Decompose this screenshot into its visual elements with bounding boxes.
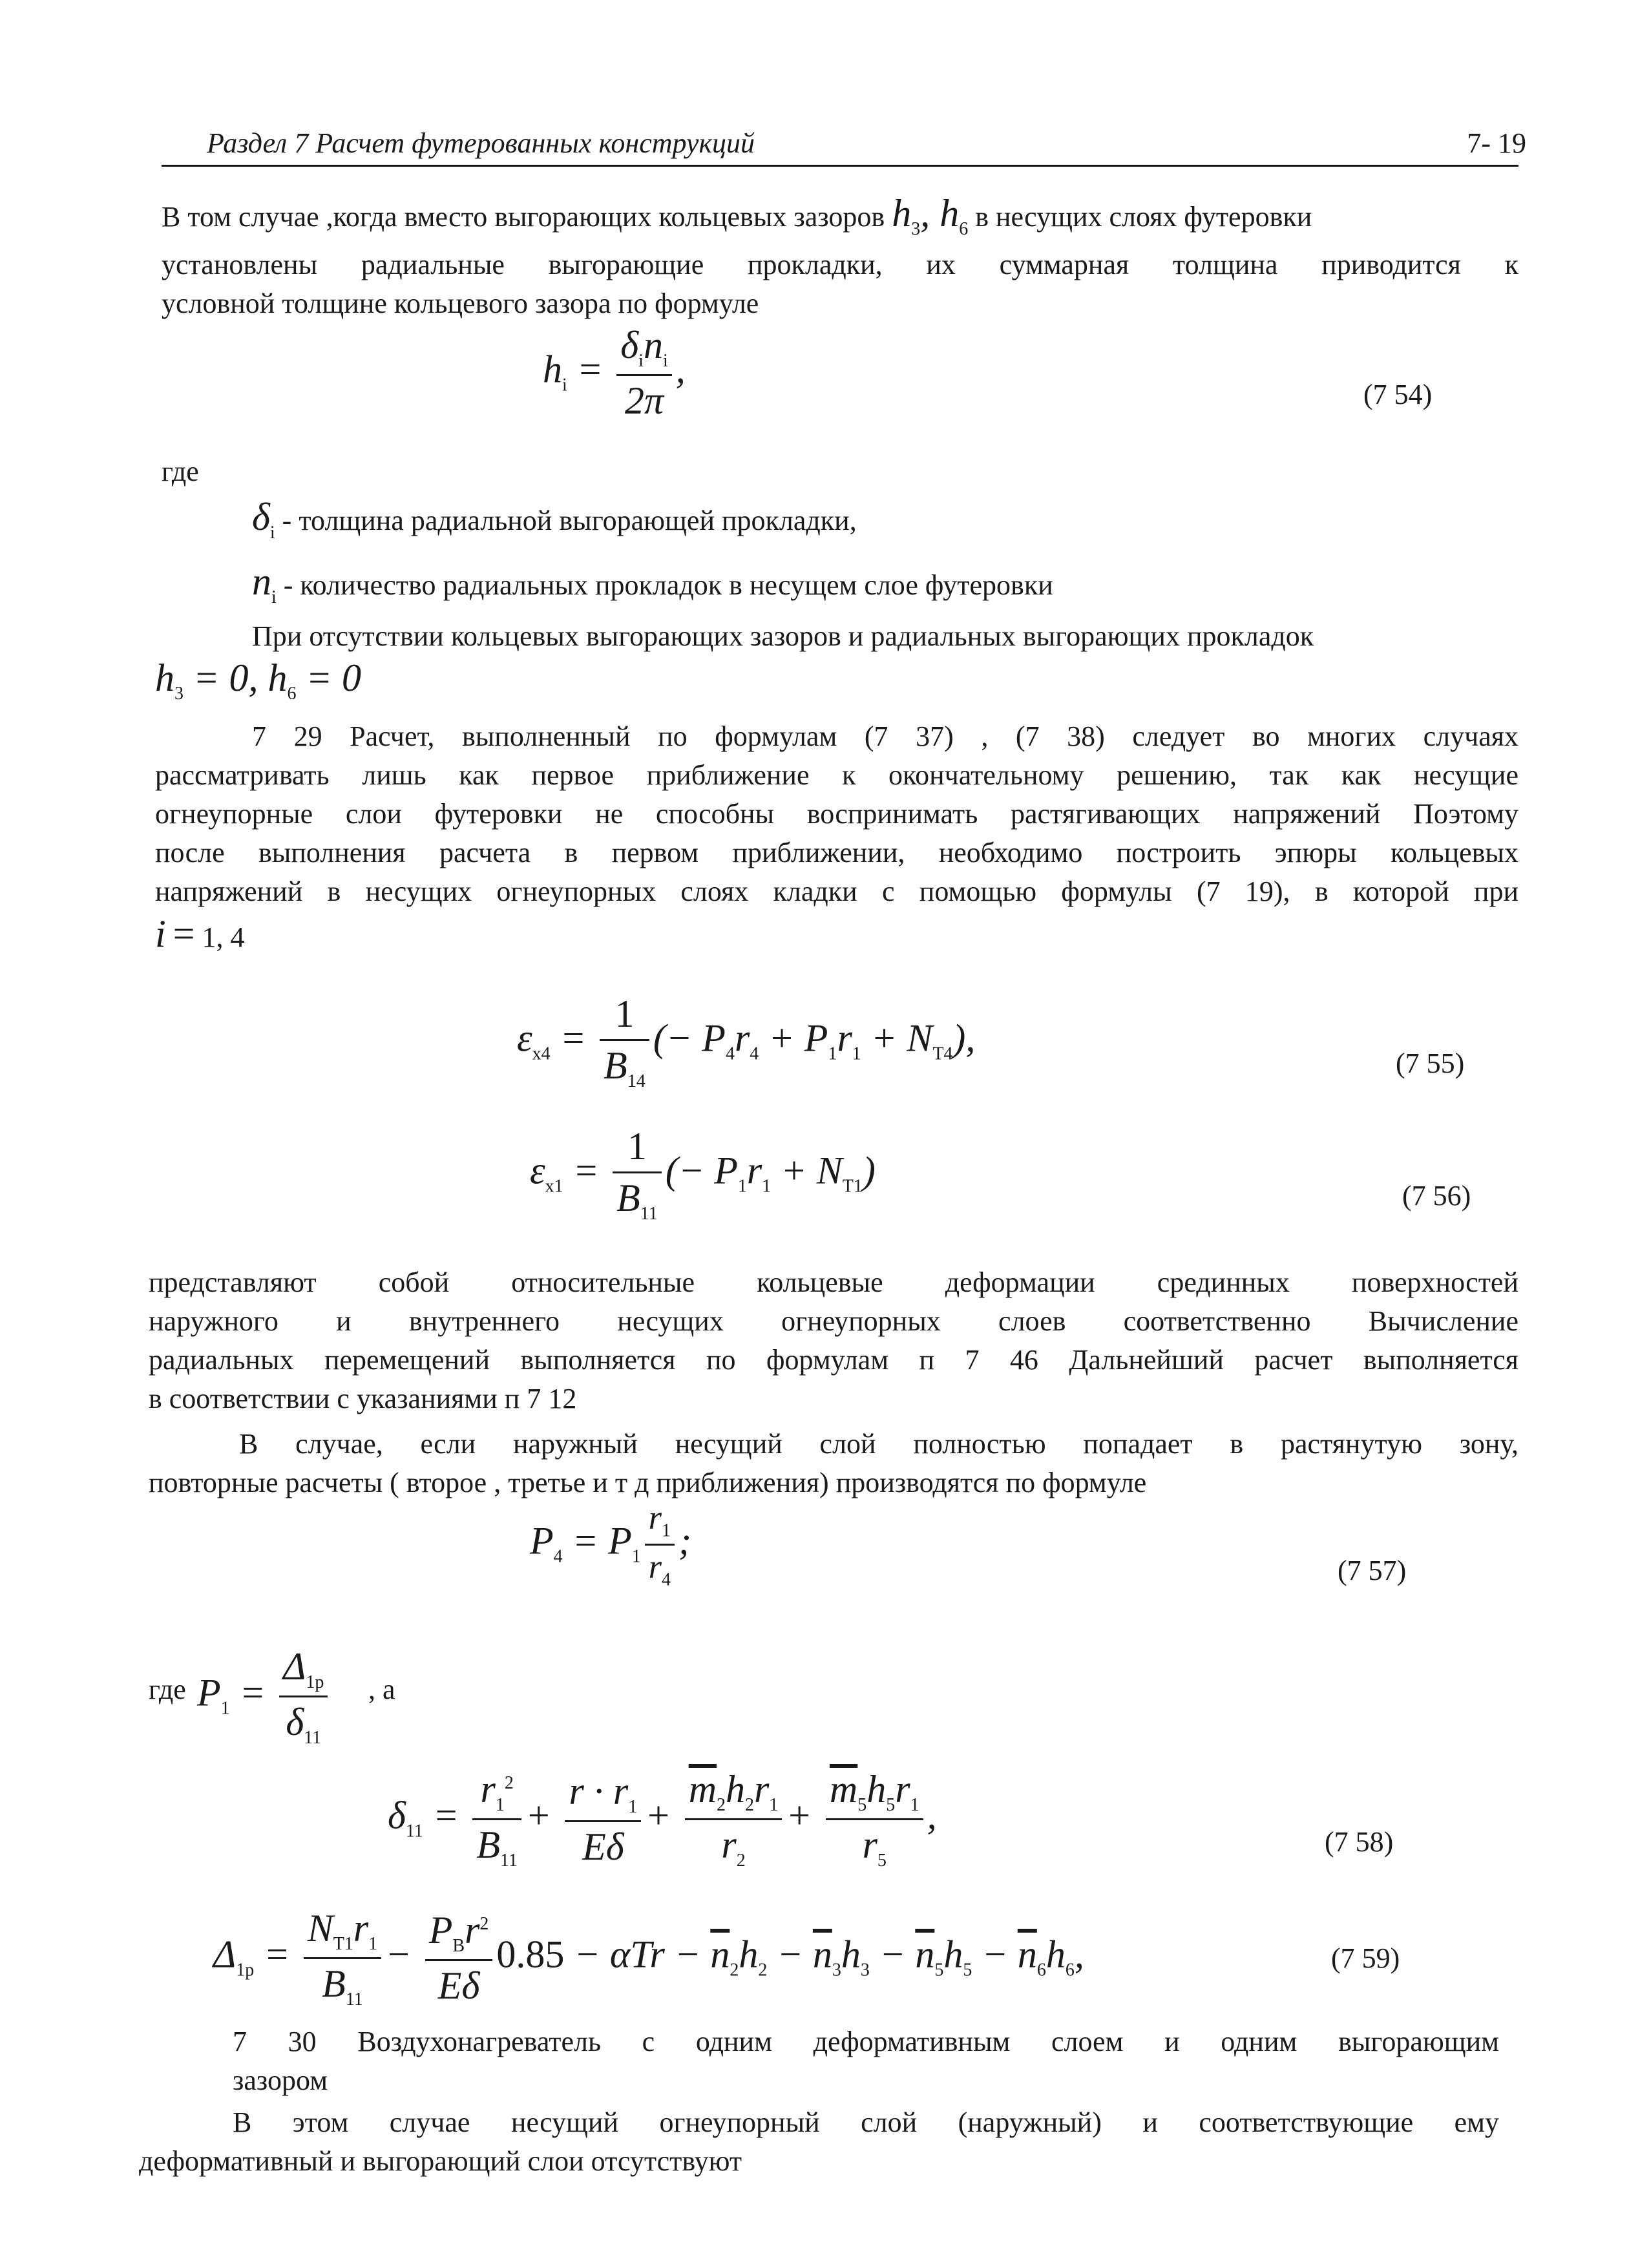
n-definition: $n_i$ - количество радиальных прокладок в несущем слое футеровки [252,560,1053,607]
where-label: где [162,456,199,487]
para1-line2: установлены радиальные выгорающие прокладки, их суммарная толщина приводится к [162,249,1518,280]
para1-line1: В том случае ,когда вместо выгорающих кольцевых зазоров $h_3$, $h_6$ в несущих слоях футеровки [162,192,1312,239]
para-case-line1: В случае, если наружный несущий слой полностью попадает в растянутую зону, [239,1428,1518,1460]
h3-h6-symbols: $h_3$, $h_6$ [892,192,969,239]
absence-text: При отсутствии кольцевых выгорающих зазоров и радиальных выгорающих прокладок [252,620,1314,652]
para-729-line1: 7 29 Расчет, выполненный по формулам (7 37) , (7 38) следует во многих случаях [252,720,1518,752]
equation-7-54: $h_i$ = $\frac{\delta_in_i}{2\pi}$ , [543,324,686,422]
equation-number-7-56: (7 56) [1402,1180,1471,1212]
delta-definition: $\delta_i$ - толщина радиальной выгорающей прокладки, [252,496,857,543]
equation-7-56: $\varepsilon_{x1}$ = $\frac{1}{B_{11}}$ (− $P_1r_1 + N_{T1}$) [530,1125,876,1224]
final-line1: В этом случае несущий огнеупорный слой (наружный) и соответствующие ему [233,2106,1499,2138]
where2-label: где [149,1674,186,1705]
final-line2: деформативный и выгорающий слои отсутствуют [139,2145,742,2177]
header-rule [162,165,1518,167]
equation-7-57: $P_4 = P_1$ $\frac{r_1}{r_4}$ ; [530,1500,692,1590]
para-729-line2: рассматривать лишь как первое приближение к окончательному решению, так как несущие [155,759,1518,791]
para-represent-line4: в соответствии с указаниями п 7 12 [149,1383,577,1414]
i-values: i = 1, 4 [155,912,245,955]
para-729-line4: после выполнения расчета в первом приближении, необходимо построить эпюры кольцевых [155,837,1518,868]
equation-7-59: $\Delta_{1p}$ = $\frac{N_{T1}r_1}{B_{11}}$ − $\frac{P_Br^2}{E\delta}$ $0.85 - \alpha Tr - \overline{n}_2h_2 - \overline{n}_3h_3 - \overline{n}_5h_5 - \overline{n}_6h_6$, [213,1907,1084,2010]
equation-7-58: $\delta_{11}$ = $\frac{r_1^2}{B_{11}}$ + $\frac{r \cdot r_1}{E\delta}$ + $\frac{\overline{m}_2h_2r_1}{r_2}$ + $\frac{\overline{m}_5h_5r_1}{r_5}$ , [388,1768,937,1871]
para-represent-line1: представляют собой относительные кольцевые деформации срединных поверхностей [149,1266,1518,1298]
para-represent-line3: радиальных перемещений выполняется по формулам п 7 46 Дальнейший расчет выполняется [149,1344,1518,1376]
equation-number-7-59: (7 59) [1331,1942,1400,1974]
equation-number-7-58: (7 58) [1325,1826,1394,1858]
para-729-line5: напряжений в несущих огнеупорных слоях кладки с помощью формулы (7 19), в которой при [155,876,1518,907]
section-730-line2: зазором [233,2064,328,2096]
para-case-line2: повторные расчеты ( второе , третье и т д приближения) производятся по формуле [149,1467,1147,1498]
para1-line3: условной толщине кольцевого зазора по формуле [162,288,759,319]
header-title: Раздел 7 Расчет футерованных конструкций [207,127,755,159]
para-729-line3: огнеупорные слои футеровки не способны воспринимать растягивающих напряжений Поэтому [155,798,1518,830]
where2-tail: , а [368,1674,395,1705]
equation-7-55: $\varepsilon_{x4}$ = $\frac{1}{B_{14}}$ (− $P_4r_4 + P_1r_1 + N_{T4}$), [517,992,976,1091]
equation-number-7-55: (7 55) [1396,1047,1465,1079]
equation-number-7-54: (7 54) [1363,379,1433,410]
equation-number-7-57: (7 57) [1338,1555,1407,1586]
para-represent-line2: наружного и внутреннего несущих огнеупорных слоев соответственно Вычисление [149,1305,1518,1337]
page-number: 7- 19 [1467,127,1526,159]
p1-definition: $P_1$ = $\frac{\Delta_{1p}}{\delta_{11}}$ [197,1644,331,1748]
h3-h6-zero-equation: $h_3 = 0$, $h_6 = 0$ [155,656,361,704]
section-730-line1: 7 30 Воздухонагреватель с одним деформативным слоем и одним выгорающим [233,2026,1499,2057]
